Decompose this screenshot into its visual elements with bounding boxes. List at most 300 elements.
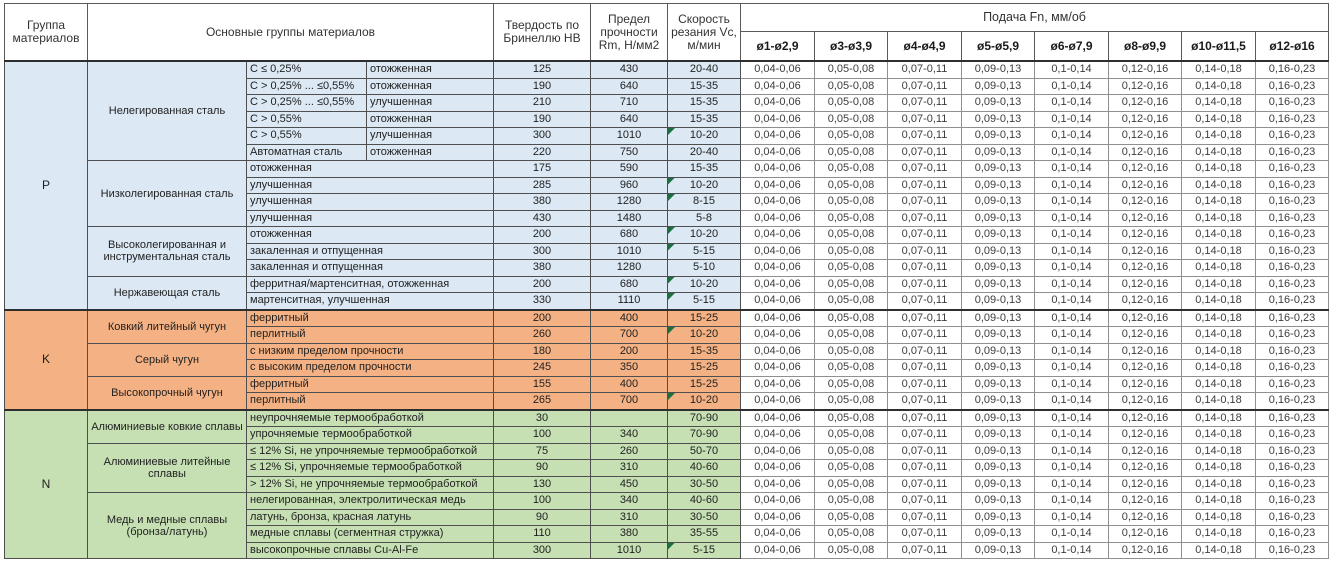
feed-cell: 0,09-0,13 bbox=[962, 276, 1035, 293]
comment-flag-icon bbox=[668, 227, 675, 234]
feed-cell: 0,07-0,11 bbox=[888, 410, 962, 427]
feed-cell: 0,04-0,06 bbox=[741, 293, 815, 310]
feed-cell: 0,1-0,14 bbox=[1035, 144, 1109, 161]
comment-flag-icon bbox=[668, 327, 675, 334]
feed-cell: 0,05-0,08 bbox=[815, 95, 888, 112]
group-code-cell: N bbox=[5, 410, 88, 559]
cell-hb: 190 bbox=[494, 111, 591, 128]
cell-rm: 960 bbox=[591, 177, 668, 194]
cell-hb: 245 bbox=[494, 360, 591, 377]
cell-rm: 700 bbox=[591, 327, 668, 344]
table-row bbox=[5, 410, 1329, 427]
feed-cell: 0,16-0,23 bbox=[1256, 260, 1329, 277]
feed-cell: 0,07-0,11 bbox=[888, 144, 962, 161]
cell-hb: 100 bbox=[494, 493, 591, 510]
cell-vc: 5-15 bbox=[668, 542, 741, 559]
cell-hb: 260 bbox=[494, 327, 591, 344]
feed-cell: 0,1-0,14 bbox=[1035, 526, 1109, 543]
feed-cell: 0,1-0,14 bbox=[1035, 111, 1109, 128]
feed-cell: 0,04-0,06 bbox=[741, 427, 815, 444]
header-diam-4: ø5-ø5,9 bbox=[962, 32, 1035, 62]
comment-flag-icon bbox=[668, 543, 675, 550]
feed-cell: 0,04-0,06 bbox=[741, 177, 815, 194]
comment-flag-icon bbox=[668, 194, 675, 201]
feed-cell: 0,16-0,23 bbox=[1256, 393, 1329, 410]
feed-cell: 0,14-0,18 bbox=[1182, 542, 1256, 559]
feed-cell: 0,12-0,16 bbox=[1109, 542, 1182, 559]
cell-hb: 300 bbox=[494, 243, 591, 260]
feed-cell: 0,1-0,14 bbox=[1035, 243, 1109, 260]
material-state-cell: улучшенная bbox=[367, 128, 494, 145]
feed-cell: 0,14-0,18 bbox=[1182, 509, 1256, 526]
cell-rm: 450 bbox=[591, 476, 668, 493]
feed-cell: 0,07-0,11 bbox=[888, 343, 962, 360]
feed-cell: 0,16-0,23 bbox=[1256, 376, 1329, 393]
feed-cell: 0,1-0,14 bbox=[1035, 343, 1109, 360]
feed-cell: 0,16-0,23 bbox=[1256, 227, 1329, 244]
material-desc-cell: C > 0,55% bbox=[247, 128, 367, 145]
group-code-cell: P bbox=[5, 61, 88, 310]
feed-cell: 0,16-0,23 bbox=[1256, 177, 1329, 194]
feed-cell: 0,1-0,14 bbox=[1035, 327, 1109, 344]
header-feed: Подача Fn, мм/об bbox=[741, 4, 1329, 32]
header-brinell-hardness: Твердость по Бринеллю HB bbox=[494, 4, 591, 62]
cell-vc: 15-35 bbox=[668, 161, 741, 178]
material-desc-cell: ферритный bbox=[247, 376, 494, 393]
header-diam-7: ø10-ø11,5 bbox=[1182, 32, 1256, 62]
feed-cell: 0,12-0,16 bbox=[1109, 343, 1182, 360]
material-desc-cell: C > 0,55% bbox=[247, 111, 367, 128]
feed-cell: 0,16-0,23 bbox=[1256, 128, 1329, 145]
feed-cell: 0,09-0,13 bbox=[962, 95, 1035, 112]
feed-cell: 0,14-0,18 bbox=[1182, 61, 1256, 78]
cell-vc: 15-35 bbox=[668, 111, 741, 128]
header-diam-5: ø6-ø7,9 bbox=[1035, 32, 1109, 62]
feed-cell: 0,07-0,11 bbox=[888, 227, 962, 244]
feed-cell: 0,09-0,13 bbox=[962, 509, 1035, 526]
feed-cell: 0,1-0,14 bbox=[1035, 410, 1109, 427]
cell-rm: 590 bbox=[591, 161, 668, 178]
feed-cell: 0,07-0,11 bbox=[888, 293, 962, 310]
feed-cell: 0,1-0,14 bbox=[1035, 443, 1109, 460]
feed-cell: 0,14-0,18 bbox=[1182, 276, 1256, 293]
feed-cell: 0,14-0,18 bbox=[1182, 443, 1256, 460]
cell-vc: 35-55 bbox=[668, 526, 741, 543]
feed-cell: 0,1-0,14 bbox=[1035, 376, 1109, 393]
feed-cell: 0,07-0,11 bbox=[888, 128, 962, 145]
feed-cell: 0,09-0,13 bbox=[962, 210, 1035, 227]
feed-cell: 0,09-0,13 bbox=[962, 111, 1035, 128]
feed-cell: 0,05-0,08 bbox=[815, 526, 888, 543]
cell-rm: 1010 bbox=[591, 128, 668, 145]
feed-cell: 0,1-0,14 bbox=[1035, 260, 1109, 277]
cutting-data-table-wrap bbox=[4, 3, 1329, 559]
cell-hb: 130 bbox=[494, 476, 591, 493]
header-diam-8: ø12-ø16 bbox=[1256, 32, 1329, 62]
feed-cell: 0,09-0,13 bbox=[962, 310, 1035, 327]
feed-cell: 0,1-0,14 bbox=[1035, 61, 1109, 78]
feed-cell: 0,05-0,08 bbox=[815, 78, 888, 95]
feed-cell: 0,16-0,23 bbox=[1256, 327, 1329, 344]
feed-cell: 0,04-0,06 bbox=[741, 111, 815, 128]
material-desc-cell: улучшенная bbox=[247, 194, 494, 211]
material-desc-cell: закаленная и отпущенная bbox=[247, 243, 494, 260]
feed-cell: 0,12-0,16 bbox=[1109, 210, 1182, 227]
feed-cell: 0,04-0,06 bbox=[741, 493, 815, 510]
feed-cell: 0,16-0,23 bbox=[1256, 427, 1329, 444]
subgroup-name-cell: Нелегированная сталь bbox=[88, 61, 247, 161]
feed-cell: 0,05-0,08 bbox=[815, 276, 888, 293]
feed-cell: 0,16-0,23 bbox=[1256, 210, 1329, 227]
cell-hb: 200 bbox=[494, 227, 591, 244]
feed-cell: 0,09-0,13 bbox=[962, 144, 1035, 161]
feed-cell: 0,05-0,08 bbox=[815, 227, 888, 244]
material-desc-cell: Автоматная сталь bbox=[247, 144, 367, 161]
cell-vc: 15-25 bbox=[668, 376, 741, 393]
feed-cell: 0,04-0,06 bbox=[741, 161, 815, 178]
feed-cell: 0,09-0,13 bbox=[962, 427, 1035, 444]
header-cutting-speed: Скорость резания Vc, м/мин bbox=[668, 4, 741, 62]
material-desc-cell: высокопрочные сплавы Cu-Al-Fe bbox=[247, 542, 494, 559]
feed-cell: 0,16-0,23 bbox=[1256, 443, 1329, 460]
cell-vc: 40-60 bbox=[668, 493, 741, 510]
material-desc-cell: ферритная/мартенситная, отожженная bbox=[247, 276, 494, 293]
feed-cell: 0,16-0,23 bbox=[1256, 493, 1329, 510]
comment-flag-icon bbox=[668, 277, 675, 284]
feed-cell: 0,14-0,18 bbox=[1182, 194, 1256, 211]
table-row bbox=[5, 310, 1329, 327]
feed-cell: 0,07-0,11 bbox=[888, 443, 962, 460]
feed-cell: 0,07-0,11 bbox=[888, 360, 962, 377]
cell-hb: 180 bbox=[494, 343, 591, 360]
feed-cell: 0,1-0,14 bbox=[1035, 293, 1109, 310]
cell-vc: 10-20 bbox=[668, 327, 741, 344]
feed-cell: 0,1-0,14 bbox=[1035, 427, 1109, 444]
feed-cell: 0,05-0,08 bbox=[815, 194, 888, 211]
feed-cell: 0,09-0,13 bbox=[962, 78, 1035, 95]
material-desc-cell: улучшенная bbox=[247, 177, 494, 194]
feed-cell: 0,04-0,06 bbox=[741, 542, 815, 559]
table-body bbox=[5, 61, 1329, 559]
cell-vc: 15-25 bbox=[668, 360, 741, 377]
feed-cell: 0,09-0,13 bbox=[962, 443, 1035, 460]
feed-cell: 0,05-0,08 bbox=[815, 260, 888, 277]
feed-cell: 0,1-0,14 bbox=[1035, 161, 1109, 178]
feed-cell: 0,12-0,16 bbox=[1109, 177, 1182, 194]
cell-rm: 200 bbox=[591, 343, 668, 360]
material-desc-cell: с низким пределом прочности bbox=[247, 343, 494, 360]
header-tensile-strength: Предел прочности Rm, Н/мм2 bbox=[591, 4, 668, 62]
cell-rm: 1480 bbox=[591, 210, 668, 227]
feed-cell: 0,05-0,08 bbox=[815, 443, 888, 460]
cell-vc: 40-60 bbox=[668, 460, 741, 477]
feed-cell: 0,14-0,18 bbox=[1182, 128, 1256, 145]
feed-cell: 0,1-0,14 bbox=[1035, 227, 1109, 244]
cell-vc: 10-20 bbox=[668, 393, 741, 410]
feed-cell: 0,12-0,16 bbox=[1109, 260, 1182, 277]
cell-rm: 340 bbox=[591, 427, 668, 444]
feed-cell: 0,04-0,06 bbox=[741, 61, 815, 78]
feed-cell: 0,04-0,06 bbox=[741, 460, 815, 477]
feed-cell: 0,05-0,08 bbox=[815, 293, 888, 310]
feed-cell: 0,05-0,08 bbox=[815, 476, 888, 493]
cell-vc: 10-20 bbox=[668, 227, 741, 244]
feed-cell: 0,09-0,13 bbox=[962, 343, 1035, 360]
cell-hb: 200 bbox=[494, 276, 591, 293]
feed-cell: 0,12-0,16 bbox=[1109, 227, 1182, 244]
material-desc-cell: C > 0,25% ... ≤0,55% bbox=[247, 78, 367, 95]
feed-cell: 0,1-0,14 bbox=[1035, 128, 1109, 145]
cell-rm: 400 bbox=[591, 310, 668, 327]
cell-hb: 155 bbox=[494, 376, 591, 393]
cell-vc: 15-35 bbox=[668, 95, 741, 112]
cell-vc: 20-40 bbox=[668, 144, 741, 161]
feed-cell: 0,07-0,11 bbox=[888, 493, 962, 510]
feed-cell: 0,1-0,14 bbox=[1035, 194, 1109, 211]
cell-rm: 350 bbox=[591, 360, 668, 377]
subgroup-name-cell: Алюминиевые ковкие сплавы bbox=[88, 410, 247, 444]
material-desc-cell: упрочняемые термообработкой bbox=[247, 427, 494, 444]
cell-rm: 1110 bbox=[591, 293, 668, 310]
feed-cell: 0,1-0,14 bbox=[1035, 276, 1109, 293]
cell-vc: 10-20 bbox=[668, 177, 741, 194]
cell-vc: 30-50 bbox=[668, 476, 741, 493]
material-desc-cell: C ≤ 0,25% bbox=[247, 61, 367, 78]
cell-rm: 680 bbox=[591, 276, 668, 293]
feed-cell: 0,07-0,11 bbox=[888, 427, 962, 444]
feed-cell: 0,05-0,08 bbox=[815, 410, 888, 427]
feed-cell: 0,12-0,16 bbox=[1109, 443, 1182, 460]
feed-cell: 0,09-0,13 bbox=[962, 460, 1035, 477]
feed-cell: 0,16-0,23 bbox=[1256, 476, 1329, 493]
feed-cell: 0,14-0,18 bbox=[1182, 227, 1256, 244]
cell-rm: 700 bbox=[591, 393, 668, 410]
cell-rm: 1280 bbox=[591, 260, 668, 277]
feed-cell: 0,07-0,11 bbox=[888, 161, 962, 178]
feed-cell: 0,14-0,18 bbox=[1182, 327, 1256, 344]
feed-cell: 0,12-0,16 bbox=[1109, 276, 1182, 293]
feed-cell: 0,04-0,06 bbox=[741, 128, 815, 145]
feed-cell: 0,16-0,23 bbox=[1256, 542, 1329, 559]
feed-cell: 0,04-0,06 bbox=[741, 194, 815, 211]
header-diam-6: ø8-ø9,9 bbox=[1109, 32, 1182, 62]
feed-cell: 0,16-0,23 bbox=[1256, 460, 1329, 477]
subgroup-name-cell: Ковкий литейный чугун bbox=[88, 310, 247, 344]
material-desc-cell: C > 0,25% ... ≤0,55% bbox=[247, 95, 367, 112]
feed-cell: 0,04-0,06 bbox=[741, 327, 815, 344]
feed-cell: 0,1-0,14 bbox=[1035, 460, 1109, 477]
cell-rm: 380 bbox=[591, 526, 668, 543]
header-material-group: Группа материалов bbox=[5, 4, 88, 62]
cell-hb: 380 bbox=[494, 260, 591, 277]
subgroup-name-cell: Низколегированная сталь bbox=[88, 161, 247, 227]
material-desc-cell: мартенситная, улучшенная bbox=[247, 293, 494, 310]
feed-cell: 0,04-0,06 bbox=[741, 343, 815, 360]
feed-cell: 0,05-0,08 bbox=[815, 493, 888, 510]
feed-cell: 0,05-0,08 bbox=[815, 111, 888, 128]
material-desc-cell: закаленная и отпущенная bbox=[247, 260, 494, 277]
feed-cell: 0,09-0,13 bbox=[962, 493, 1035, 510]
cell-vc: 10-20 bbox=[668, 128, 741, 145]
feed-cell: 0,09-0,13 bbox=[962, 476, 1035, 493]
feed-cell: 0,04-0,06 bbox=[741, 260, 815, 277]
material-state-cell: отожженная bbox=[367, 61, 494, 78]
feed-cell: 0,09-0,13 bbox=[962, 526, 1035, 543]
comment-flag-icon bbox=[668, 393, 675, 400]
feed-cell: 0,1-0,14 bbox=[1035, 360, 1109, 377]
feed-cell: 0,04-0,06 bbox=[741, 526, 815, 543]
comment-flag-icon bbox=[668, 128, 675, 135]
subgroup-name-cell: Медь и медные сплавы (бронза/латунь) bbox=[88, 493, 247, 559]
feed-cell: 0,05-0,08 bbox=[815, 509, 888, 526]
feed-cell: 0,09-0,13 bbox=[962, 194, 1035, 211]
feed-cell: 0,16-0,23 bbox=[1256, 144, 1329, 161]
feed-cell: 0,14-0,18 bbox=[1182, 95, 1256, 112]
cell-hb: 110 bbox=[494, 526, 591, 543]
feed-cell: 0,14-0,18 bbox=[1182, 493, 1256, 510]
feed-cell: 0,04-0,06 bbox=[741, 276, 815, 293]
table-row bbox=[5, 376, 1329, 393]
feed-cell: 0,09-0,13 bbox=[962, 542, 1035, 559]
cell-hb: 300 bbox=[494, 542, 591, 559]
feed-cell: 0,14-0,18 bbox=[1182, 460, 1256, 477]
cell-vc: 15-25 bbox=[668, 310, 741, 327]
feed-cell: 0,04-0,06 bbox=[741, 144, 815, 161]
cell-hb: 175 bbox=[494, 161, 591, 178]
feed-cell: 0,07-0,11 bbox=[888, 194, 962, 211]
cell-vc: 5-10 bbox=[668, 260, 741, 277]
feed-cell: 0,14-0,18 bbox=[1182, 161, 1256, 178]
feed-cell: 0,04-0,06 bbox=[741, 410, 815, 427]
table-row bbox=[5, 493, 1329, 510]
cell-rm: 430 bbox=[591, 61, 668, 78]
feed-cell: 0,12-0,16 bbox=[1109, 327, 1182, 344]
feed-cell: 0,14-0,18 bbox=[1182, 78, 1256, 95]
feed-cell: 0,16-0,23 bbox=[1256, 509, 1329, 526]
comment-flag-icon bbox=[668, 178, 675, 185]
cell-vc: 8-15 bbox=[668, 194, 741, 211]
group-code-cell: K bbox=[5, 310, 88, 410]
material-desc-cell: отожженная bbox=[247, 227, 494, 244]
feed-cell: 0,07-0,11 bbox=[888, 327, 962, 344]
table-row bbox=[5, 161, 1329, 178]
feed-cell: 0,16-0,23 bbox=[1256, 310, 1329, 327]
feed-cell: 0,05-0,08 bbox=[815, 360, 888, 377]
feed-cell: 0,05-0,08 bbox=[815, 161, 888, 178]
cell-hb: 285 bbox=[494, 177, 591, 194]
header-main-groups: Основные группы материалов bbox=[88, 4, 494, 62]
feed-cell: 0,05-0,08 bbox=[815, 144, 888, 161]
feed-cell: 0,04-0,06 bbox=[741, 509, 815, 526]
cell-rm: 260 bbox=[591, 443, 668, 460]
feed-cell: 0,12-0,16 bbox=[1109, 427, 1182, 444]
feed-cell: 0,04-0,06 bbox=[741, 243, 815, 260]
feed-cell: 0,16-0,23 bbox=[1256, 343, 1329, 360]
material-desc-cell: улучшенная bbox=[247, 210, 494, 227]
cell-rm: 310 bbox=[591, 509, 668, 526]
feed-cell: 0,14-0,18 bbox=[1182, 476, 1256, 493]
feed-cell: 0,07-0,11 bbox=[888, 111, 962, 128]
feed-cell: 0,16-0,23 bbox=[1256, 194, 1329, 211]
subgroup-name-cell: Нержавеющая сталь bbox=[88, 276, 247, 310]
subgroup-name-cell: Высокопрочный чугун bbox=[88, 376, 247, 410]
feed-cell: 0,12-0,16 bbox=[1109, 509, 1182, 526]
material-desc-cell: нелегированная, электролитическая медь bbox=[247, 493, 494, 510]
cell-vc: 20-40 bbox=[668, 61, 741, 78]
feed-cell: 0,16-0,23 bbox=[1256, 243, 1329, 260]
feed-cell: 0,14-0,18 bbox=[1182, 410, 1256, 427]
feed-cell: 0,09-0,13 bbox=[962, 227, 1035, 244]
feed-cell: 0,12-0,16 bbox=[1109, 293, 1182, 310]
feed-cell: 0,07-0,11 bbox=[888, 177, 962, 194]
feed-cell: 0,1-0,14 bbox=[1035, 542, 1109, 559]
feed-cell: 0,12-0,16 bbox=[1109, 310, 1182, 327]
subgroup-name-cell: Серый чугун bbox=[88, 343, 247, 376]
feed-cell: 0,1-0,14 bbox=[1035, 476, 1109, 493]
comment-flag-icon bbox=[668, 293, 675, 300]
materials-table bbox=[4, 3, 1329, 559]
cell-hb: 100 bbox=[494, 427, 591, 444]
cell-hb: 210 bbox=[494, 95, 591, 112]
feed-cell: 0,05-0,08 bbox=[815, 427, 888, 444]
feed-cell: 0,04-0,06 bbox=[741, 78, 815, 95]
material-desc-cell: ≤ 12% Si, не упрочняемые термообработкой bbox=[247, 443, 494, 460]
material-desc-cell: ферритный bbox=[247, 310, 494, 327]
cell-hb: 200 bbox=[494, 310, 591, 327]
cell-rm: 710 bbox=[591, 95, 668, 112]
feed-cell: 0,12-0,16 bbox=[1109, 61, 1182, 78]
cell-hb: 380 bbox=[494, 194, 591, 211]
cell-hb: 190 bbox=[494, 78, 591, 95]
feed-cell: 0,05-0,08 bbox=[815, 393, 888, 410]
feed-cell: 0,12-0,16 bbox=[1109, 376, 1182, 393]
material-state-cell: улучшенная bbox=[367, 95, 494, 112]
feed-cell: 0,07-0,11 bbox=[888, 393, 962, 410]
feed-cell: 0,07-0,11 bbox=[888, 460, 962, 477]
feed-cell: 0,16-0,23 bbox=[1256, 95, 1329, 112]
cell-vc: 5-15 bbox=[668, 293, 741, 310]
feed-cell: 0,16-0,23 bbox=[1256, 161, 1329, 178]
cell-hb: 30 bbox=[494, 410, 591, 427]
feed-cell: 0,07-0,11 bbox=[888, 61, 962, 78]
cell-vc: 70-90 bbox=[668, 427, 741, 444]
cell-hb: 220 bbox=[494, 144, 591, 161]
cell-rm: 1010 bbox=[591, 542, 668, 559]
cell-rm: 640 bbox=[591, 111, 668, 128]
feed-cell: 0,1-0,14 bbox=[1035, 509, 1109, 526]
feed-cell: 0,12-0,16 bbox=[1109, 194, 1182, 211]
feed-cell: 0,1-0,14 bbox=[1035, 210, 1109, 227]
cell-rm bbox=[591, 410, 668, 427]
material-desc-cell: отожженная bbox=[247, 161, 494, 178]
feed-cell: 0,04-0,06 bbox=[741, 310, 815, 327]
feed-cell: 0,05-0,08 bbox=[815, 177, 888, 194]
cell-rm: 1010 bbox=[591, 243, 668, 260]
header-diam-2: ø3-ø3,9 bbox=[815, 32, 888, 62]
cell-vc: 15-35 bbox=[668, 78, 741, 95]
feed-cell: 0,16-0,23 bbox=[1256, 360, 1329, 377]
header-diam-1: ø1-ø2,9 bbox=[741, 32, 815, 62]
material-state-cell: отожженная bbox=[367, 78, 494, 95]
feed-cell: 0,05-0,08 bbox=[815, 128, 888, 145]
cell-rm: 310 bbox=[591, 460, 668, 477]
material-desc-cell: > 12% Si, не упрочняемые термообработкой bbox=[247, 476, 494, 493]
subgroup-name-cell: Высоколегированная и инструментальная сталь bbox=[88, 227, 247, 277]
feed-cell: 0,09-0,13 bbox=[962, 61, 1035, 78]
feed-cell: 0,09-0,13 bbox=[962, 393, 1035, 410]
feed-cell: 0,14-0,18 bbox=[1182, 310, 1256, 327]
feed-cell: 0,09-0,13 bbox=[962, 327, 1035, 344]
